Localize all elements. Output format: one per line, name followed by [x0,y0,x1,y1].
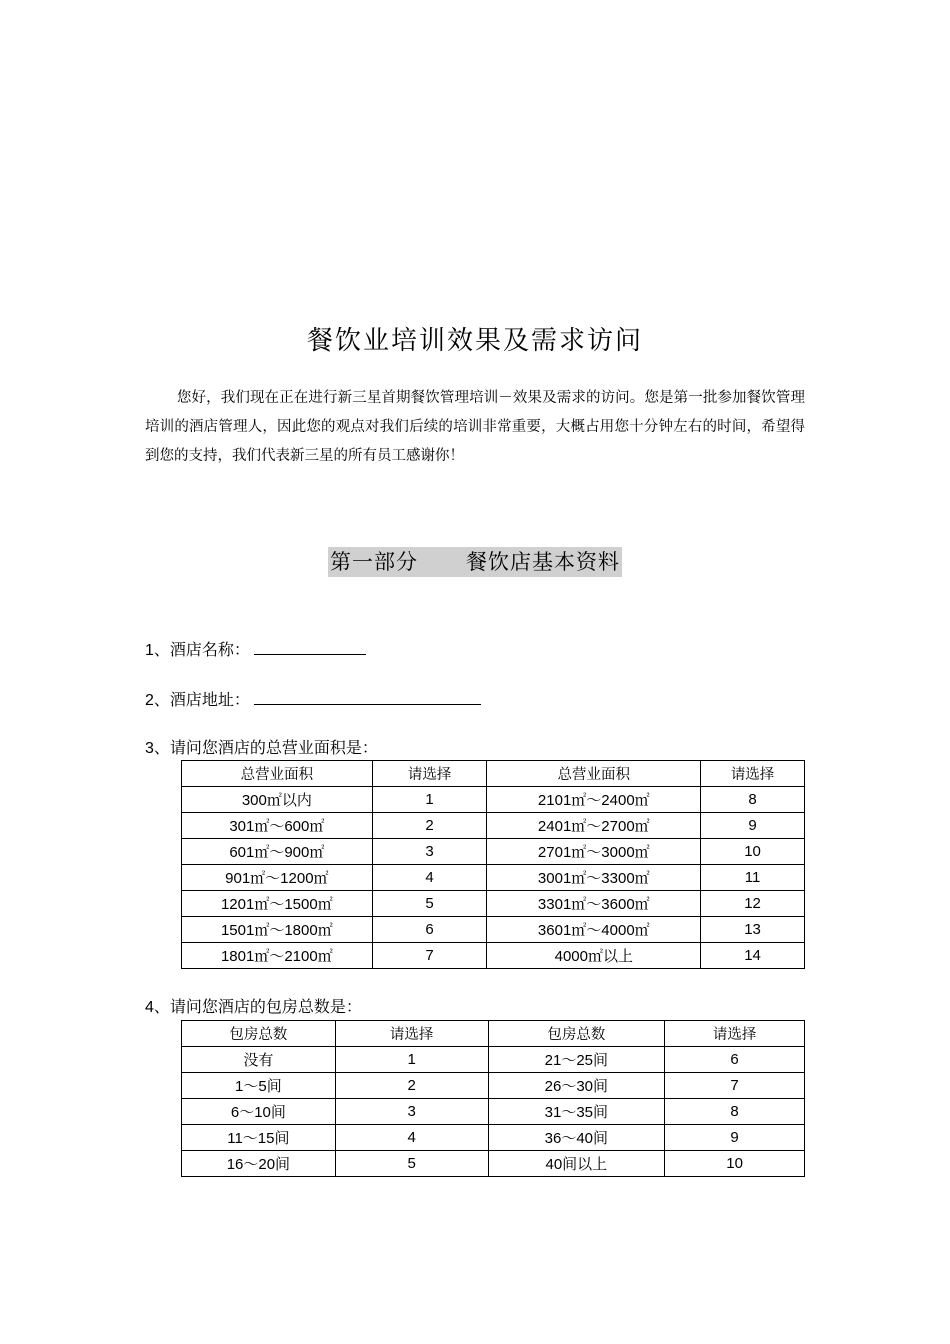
question-total-area [145,737,378,760]
question-number: 3 [145,740,154,757]
intro-paragraph: 您好，我们现在正在进行新三星首期餐饮管理培训－效果及需求的访问。您是第一批参加餐饮管理培训的酒店管理人，因此您的观点对我们后续的培训非常重要，大概占用您十分钟左右的时间，希望得到您的支持，我们代表新三星的所有员工感谢你！ [145,390,805,464]
hotel-address-field[interactable] [254,688,481,705]
area-range-cell: 3601㎡～4000㎡ [487,917,701,943]
question-text: 请问您酒店的总营业面积是： [169,738,378,757]
area-range-cell: 1501㎡～1800㎡ [182,917,373,943]
table-row [182,1073,805,1099]
area-range-cell: 1801㎡～2100㎡ [182,943,373,969]
choice-cell[interactable]: 2 [372,813,487,839]
room-range-cell: 没有 [182,1047,336,1073]
choice-cell[interactable]: 9 [701,813,805,839]
choice-cell[interactable]: 6 [665,1047,805,1073]
choice-cell[interactable]: 1 [372,787,487,813]
question-number: 1 [145,642,154,659]
section-heading [0,547,950,577]
room-range-cell: 6～10间 [182,1099,336,1125]
choice-cell[interactable]: 3 [335,1099,488,1125]
room-range-cell: 31～35间 [488,1099,665,1125]
header-cell: 请选择 [701,761,805,787]
table-row [182,917,805,943]
table-row [182,839,805,865]
choice-cell[interactable]: 3 [372,839,487,865]
question-separator: 、 [153,640,170,659]
choice-cell[interactable]: 8 [665,1099,805,1125]
choice-cell[interactable]: 4 [335,1125,488,1151]
question-text: 酒店地址： [169,690,250,709]
question-separator: 、 [153,997,170,1016]
question-room-count [145,996,362,1019]
question-hotel-address [145,688,481,712]
area-range-cell: 901㎡～1200㎡ [182,865,373,891]
table-row [182,943,805,969]
choice-cell[interactable]: 11 [701,865,805,891]
area-range-cell: 2401㎡～2700㎡ [487,813,701,839]
table-row [182,865,805,891]
area-range-cell: 4000㎡以上 [487,943,701,969]
header-cell: 请选择 [665,1021,805,1047]
choice-cell[interactable]: 7 [372,943,487,969]
hotel-name-field[interactable] [254,638,366,655]
choice-cell[interactable]: 10 [665,1151,805,1177]
rooms-table [181,1020,805,1177]
room-range-cell: 36～40间 [488,1125,665,1151]
area-range-cell: 3001㎡～3300㎡ [487,865,701,891]
table-header-row [182,1021,805,1047]
choice-cell[interactable]: 7 [665,1073,805,1099]
room-range-cell: 21～25间 [488,1047,665,1073]
question-separator: 、 [153,738,170,757]
table-row [182,891,805,917]
area-range-cell: 300㎡以内 [182,787,373,813]
table-row [182,1047,805,1073]
area-range-cell: 3301㎡～3600㎡ [487,891,701,917]
choice-cell[interactable]: 5 [372,891,487,917]
area-range-cell: 601㎡～900㎡ [182,839,373,865]
section-name: 餐饮店基本资料 [466,550,620,574]
table-row [182,1151,805,1177]
table-row [182,813,805,839]
room-range-cell: 11～15间 [182,1125,336,1151]
question-text: 酒店名称： [169,640,250,659]
choice-cell[interactable]: 8 [701,787,805,813]
room-range-cell: 16～20间 [182,1151,336,1177]
table-row [182,1099,805,1125]
header-cell: 包房总数 [182,1021,336,1047]
choice-cell[interactable]: 6 [372,917,487,943]
choice-cell[interactable]: 5 [335,1151,488,1177]
document-title: 餐饮业培训效果及需求访问 [306,326,643,356]
section-part: 第一部分 [330,550,418,574]
header-cell: 包房总数 [488,1021,665,1047]
question-separator: 、 [153,690,170,709]
section-heading-box [328,547,622,577]
header-cell: 总营业面积 [487,761,701,787]
area-range-cell: 2101㎡～2400㎡ [487,787,701,813]
choice-cell[interactable]: 14 [701,943,805,969]
choice-cell[interactable]: 1 [335,1047,488,1073]
header-cell: 请选择 [335,1021,488,1047]
header-cell: 总营业面积 [182,761,373,787]
area-range-cell: 1201㎡～1500㎡ [182,891,373,917]
question-number: 4 [145,999,154,1016]
room-range-cell: 1～5间 [182,1073,336,1099]
room-range-cell: 40间以上 [488,1151,665,1177]
question-number: 2 [145,692,154,709]
question-hotel-name [145,638,366,662]
choice-cell[interactable]: 12 [701,891,805,917]
table-row [182,787,805,813]
choice-cell[interactable]: 13 [701,917,805,943]
choice-cell[interactable]: 9 [665,1125,805,1151]
table-header-row [182,761,805,787]
choice-cell[interactable]: 2 [335,1073,488,1099]
choice-cell[interactable]: 10 [701,839,805,865]
area-range-cell: 2701㎡～3000㎡ [487,839,701,865]
header-cell: 请选择 [372,761,487,787]
question-text: 请问您酒店的包房总数是： [169,997,362,1016]
area-table [181,760,805,969]
room-range-cell: 26～30间 [488,1073,665,1099]
area-range-cell: 301㎡～600㎡ [182,813,373,839]
choice-cell[interactable]: 4 [372,865,487,891]
table-row [182,1125,805,1151]
